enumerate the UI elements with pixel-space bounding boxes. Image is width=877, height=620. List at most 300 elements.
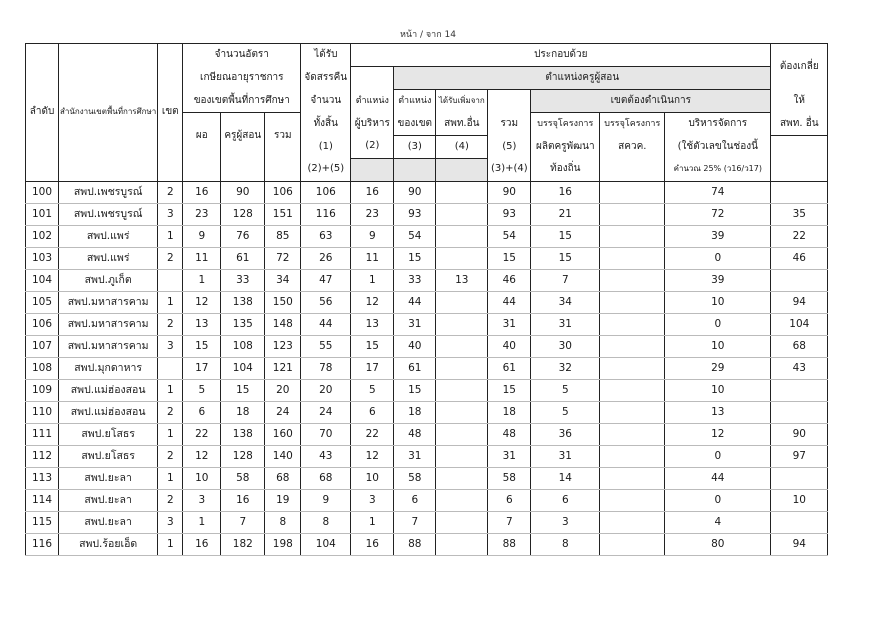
cell-proj-local: 5 — [531, 379, 600, 401]
cell-proj-scq — [600, 247, 665, 269]
cell-proj-local: 21 — [531, 203, 600, 225]
cell-zone-pos: 6 — [394, 489, 436, 511]
cell-sum5: 90 — [488, 181, 531, 203]
cell-allocated: 116 — [301, 203, 351, 225]
cell-admin: 6 — [351, 401, 394, 423]
cell-total: 34 — [265, 269, 301, 291]
header-zone-pos-2: ของเขต — [394, 113, 436, 136]
table-row — [26, 269, 828, 291]
header-tch-blank — [221, 158, 265, 181]
header-admin-pos-2: ผู้บริหาร — [351, 113, 394, 136]
cell-added — [436, 181, 488, 203]
table-row — [26, 445, 828, 467]
table-header — [26, 44, 828, 182]
cell-zone — [158, 269, 183, 291]
cell-office: สพป.ยะลา — [59, 489, 158, 511]
header-teacher: ครูผู้สอน — [221, 113, 265, 159]
cell-sum5: 15 — [488, 379, 531, 401]
cell-transfer — [771, 379, 828, 401]
cell-transfer: 46 — [771, 247, 828, 269]
cell-teacher: 135 — [221, 313, 265, 335]
cell-proj-scq — [600, 203, 665, 225]
cell-zone — [158, 357, 183, 379]
header-c2-shade — [351, 158, 394, 181]
cell-teacher: 18 — [221, 401, 265, 423]
cell-allocated: 47 — [301, 269, 351, 291]
page-number: หน้า / จาก 14 — [400, 30, 456, 40]
header-zone: เขต — [158, 44, 183, 182]
cell-transfer: 94 — [771, 291, 828, 313]
header-alloc-5: (1) — [301, 135, 351, 158]
cell-seq: 112 — [26, 445, 59, 467]
cell-seq: 105 — [26, 291, 59, 313]
cell-proj-local: 8 — [531, 533, 600, 555]
cell-admin: 12 — [351, 291, 394, 313]
header-proj1-3: ท้องถิ่น — [531, 158, 600, 181]
cell-admin: 3 — [351, 489, 394, 511]
cell-total: 24 — [265, 401, 301, 423]
cell-transfer: 35 — [771, 203, 828, 225]
cell-allocated: 56 — [301, 291, 351, 313]
cell-sum5: 15 — [488, 247, 531, 269]
cell-manage: 0 — [665, 445, 771, 467]
cell-office: สพป.ยโสธร — [59, 423, 158, 445]
cell-zone-pos: 15 — [394, 247, 436, 269]
cell-allocated: 106 — [301, 181, 351, 203]
cell-proj-scq — [600, 291, 665, 313]
cell-director: 16 — [183, 181, 221, 203]
cell-seq: 113 — [26, 467, 59, 489]
table-row — [26, 511, 828, 533]
cell-zone: 3 — [158, 511, 183, 533]
cell-proj-local: 16 — [531, 181, 600, 203]
cell-admin: 16 — [351, 533, 394, 555]
cell-zone: 2 — [158, 489, 183, 511]
cell-teacher: 138 — [221, 291, 265, 313]
cell-sum5: 54 — [488, 225, 531, 247]
cell-office: สพป.เพชรบูรณ์ — [59, 181, 158, 203]
cell-office: สพป.ยะลา — [59, 467, 158, 489]
cell-zone-pos: 40 — [394, 335, 436, 357]
header-director: ผอ — [183, 113, 221, 159]
cell-proj-scq — [600, 181, 665, 203]
cell-transfer: 43 — [771, 357, 828, 379]
cell-sum5: 48 — [488, 423, 531, 445]
header-proj2-1: บรรจุโครงการ — [600, 113, 665, 136]
header-transfer-blank — [771, 135, 828, 181]
cell-proj-local: 31 — [531, 313, 600, 335]
cell-teacher: 15 — [221, 379, 265, 401]
cell-manage: 10 — [665, 379, 771, 401]
cell-admin: 22 — [351, 423, 394, 445]
header-added-2: สพท.อื่น — [436, 113, 488, 136]
cell-transfer — [771, 467, 828, 489]
cell-proj-scq — [600, 269, 665, 291]
header-alloc-1: ได้รับ — [301, 44, 351, 67]
table-row — [26, 401, 828, 423]
cell-seq: 109 — [26, 379, 59, 401]
cell-allocated: 55 — [301, 335, 351, 357]
header-seq: ลำดับ — [26, 44, 59, 182]
cell-office: สพป.มหาสารคาม — [59, 313, 158, 335]
cell-office: สพป.มหาสารคาม — [59, 291, 158, 313]
cell-director: 1 — [183, 511, 221, 533]
cell-manage: 10 — [665, 291, 771, 313]
cell-zone: 1 — [158, 467, 183, 489]
cell-proj-local: 34 — [531, 291, 600, 313]
cell-director: 5 — [183, 379, 221, 401]
cell-seq: 106 — [26, 313, 59, 335]
cell-proj-scq — [600, 467, 665, 489]
cell-total: 160 — [265, 423, 301, 445]
cell-sum5: 18 — [488, 401, 531, 423]
cell-proj-scq — [600, 357, 665, 379]
cell-admin: 1 — [351, 511, 394, 533]
header-proj1-1: บรรจุโครงการ — [531, 113, 600, 136]
cell-teacher: 104 — [221, 357, 265, 379]
cell-seq: 107 — [26, 335, 59, 357]
cell-zone-pos: 90 — [394, 181, 436, 203]
header-must-do: เขตต้องดำเนินการ — [531, 90, 771, 113]
cell-allocated: 26 — [301, 247, 351, 269]
table-row — [26, 313, 828, 335]
header-transfer-2: ให้ — [771, 90, 828, 113]
cell-seq: 110 — [26, 401, 59, 423]
cell-teacher: 16 — [221, 489, 265, 511]
table-row — [26, 357, 828, 379]
cell-seq: 103 — [26, 247, 59, 269]
cell-proj-scq — [600, 225, 665, 247]
cell-allocated: 44 — [301, 313, 351, 335]
header-alloc-2: จัดสรรคืน — [301, 67, 351, 90]
cell-office: สพป.ยะลา — [59, 511, 158, 533]
cell-office: สพป.มหาสารคาม — [59, 335, 158, 357]
cell-transfer: 97 — [771, 445, 828, 467]
cell-proj-scq — [600, 313, 665, 335]
table-row — [26, 379, 828, 401]
header-sum5-3: (3)+(4) — [488, 158, 531, 181]
cell-admin: 13 — [351, 313, 394, 335]
cell-proj-scq — [600, 379, 665, 401]
cell-total: 121 — [265, 357, 301, 379]
cell-proj-local: 7 — [531, 269, 600, 291]
cell-zone: 1 — [158, 379, 183, 401]
cell-zone-pos: 18 — [394, 401, 436, 423]
cell-admin: 23 — [351, 203, 394, 225]
cell-director: 23 — [183, 203, 221, 225]
cell-sum5: 7 — [488, 511, 531, 533]
cell-proj-local: 14 — [531, 467, 600, 489]
cell-director: 3 — [183, 489, 221, 511]
table-row — [26, 225, 828, 247]
header-manage-3: คำนวณ 25% (ว16/ว17) — [665, 158, 771, 181]
header-proj1-2: ผลิตครูพัฒนา — [531, 135, 600, 158]
cell-zone: 1 — [158, 291, 183, 313]
cell-added — [436, 511, 488, 533]
cell-proj-local: 30 — [531, 335, 600, 357]
cell-zone-pos: 58 — [394, 467, 436, 489]
cell-added — [436, 247, 488, 269]
cell-office: สพป.เพชรบูรณ์ — [59, 203, 158, 225]
cell-zone-pos: 44 — [394, 291, 436, 313]
cell-zone-pos: 54 — [394, 225, 436, 247]
cell-proj-local: 6 — [531, 489, 600, 511]
cell-allocated: 8 — [301, 511, 351, 533]
cell-manage: 4 — [665, 511, 771, 533]
cell-zone-pos: 31 — [394, 313, 436, 335]
cell-zone: 3 — [158, 335, 183, 357]
cell-director: 10 — [183, 467, 221, 489]
cell-zone-pos: 33 — [394, 269, 436, 291]
cell-director: 6 — [183, 401, 221, 423]
cell-transfer: 68 — [771, 335, 828, 357]
cell-added — [436, 445, 488, 467]
cell-proj-scq — [600, 423, 665, 445]
cell-added — [436, 489, 488, 511]
cell-zone-pos: 48 — [394, 423, 436, 445]
cell-sum5: 58 — [488, 467, 531, 489]
cell-proj-scq — [600, 335, 665, 357]
header-added-1: ได้รับเพิ่มจาก — [436, 90, 488, 113]
header-rate-3: ของเขตพื้นที่การศึกษา — [183, 90, 301, 113]
header-teacher-pos: ตำแหน่งครูผู้สอน — [394, 67, 771, 90]
cell-zone-pos: 31 — [394, 445, 436, 467]
cell-zone-pos: 7 — [394, 511, 436, 533]
header-alloc-3: จำนวน — [301, 90, 351, 113]
header-rate-2: เกษียณอายุราชการ — [183, 67, 301, 90]
cell-added — [436, 379, 488, 401]
header-added-3: (4) — [436, 135, 488, 158]
cell-total: 198 — [265, 533, 301, 555]
cell-zone: 3 — [158, 203, 183, 225]
cell-seq: 108 — [26, 357, 59, 379]
cell-added — [436, 291, 488, 313]
cell-seq: 100 — [26, 181, 59, 203]
cell-sum5: 61 — [488, 357, 531, 379]
cell-transfer — [771, 401, 828, 423]
cell-added — [436, 203, 488, 225]
cell-proj-scq — [600, 401, 665, 423]
cell-transfer: 94 — [771, 533, 828, 555]
header-rate-1: จำนวนอัตรา — [183, 44, 301, 67]
cell-proj-local: 32 — [531, 357, 600, 379]
cell-teacher: 58 — [221, 467, 265, 489]
cell-zone: 1 — [158, 533, 183, 555]
cell-director: 9 — [183, 225, 221, 247]
header-dir-blank — [183, 158, 221, 181]
cell-director: 12 — [183, 291, 221, 313]
cell-admin: 5 — [351, 379, 394, 401]
header-tot-blank — [265, 158, 301, 181]
cell-zone: 1 — [158, 225, 183, 247]
table-row — [26, 181, 828, 203]
cell-office: สพป.ภูเก็ต — [59, 269, 158, 291]
cell-seq: 115 — [26, 511, 59, 533]
cell-teacher: 128 — [221, 445, 265, 467]
cell-transfer — [771, 269, 828, 291]
cell-sum5: 31 — [488, 313, 531, 335]
cell-office: สพป.แพร่ — [59, 225, 158, 247]
header-transfer-1: ต้องเกลี่ย — [771, 44, 828, 90]
cell-director: 17 — [183, 357, 221, 379]
cell-manage: 29 — [665, 357, 771, 379]
cell-added — [436, 335, 488, 357]
cell-zone-pos: 88 — [394, 533, 436, 555]
header-alloc-4: ทั้งสิ้น — [301, 113, 351, 136]
cell-office: สพป.แม่ฮ่องสอน — [59, 401, 158, 423]
cell-admin: 10 — [351, 467, 394, 489]
cell-allocated: 24 — [301, 401, 351, 423]
cell-sum5: 46 — [488, 269, 531, 291]
header-sum5-1: รวม — [488, 113, 531, 136]
retirement-allocation-table — [25, 43, 828, 556]
cell-manage: 74 — [665, 181, 771, 203]
cell-allocated: 43 — [301, 445, 351, 467]
cell-teacher: 128 — [221, 203, 265, 225]
cell-proj-local: 36 — [531, 423, 600, 445]
cell-transfer — [771, 511, 828, 533]
header-sum5-blank — [488, 90, 531, 113]
cell-director: 13 — [183, 313, 221, 335]
cell-manage: 0 — [665, 247, 771, 269]
cell-director: 22 — [183, 423, 221, 445]
cell-office: สพป.แพร่ — [59, 247, 158, 269]
table-row — [26, 533, 828, 555]
cell-proj-local: 3 — [531, 511, 600, 533]
cell-director: 12 — [183, 445, 221, 467]
header-proj2-blank — [600, 158, 665, 181]
header-manage-2: (ใช้ตัวเลขในช่องนี้ — [665, 135, 771, 158]
cell-added — [436, 401, 488, 423]
cell-transfer — [771, 181, 828, 203]
cell-total: 72 — [265, 247, 301, 269]
cell-proj-local: 5 — [531, 401, 600, 423]
cell-manage: 12 — [665, 423, 771, 445]
cell-added — [436, 313, 488, 335]
header-transfer-3: สพท. อื่น — [771, 113, 828, 136]
cell-manage: 10 — [665, 335, 771, 357]
cell-allocated: 20 — [301, 379, 351, 401]
cell-sum5: 6 — [488, 489, 531, 511]
cell-teacher: 7 — [221, 511, 265, 533]
cell-seq: 104 — [26, 269, 59, 291]
cell-admin: 12 — [351, 445, 394, 467]
cell-admin: 16 — [351, 181, 394, 203]
cell-teacher: 138 — [221, 423, 265, 445]
cell-sum5: 88 — [488, 533, 531, 555]
cell-teacher: 108 — [221, 335, 265, 357]
cell-proj-local: 15 — [531, 247, 600, 269]
cell-allocated: 78 — [301, 357, 351, 379]
cell-sum5: 93 — [488, 203, 531, 225]
cell-transfer: 104 — [771, 313, 828, 335]
cell-allocated: 68 — [301, 467, 351, 489]
cell-office: สพป.ร้อยเอ็ด — [59, 533, 158, 555]
cell-admin: 9 — [351, 225, 394, 247]
header-total: รวม — [265, 113, 301, 159]
cell-manage: 39 — [665, 225, 771, 247]
cell-proj-scq — [600, 533, 665, 555]
cell-transfer: 22 — [771, 225, 828, 247]
header-admin-pos-3: (2) — [351, 135, 394, 158]
cell-allocated: 63 — [301, 225, 351, 247]
cell-teacher: 76 — [221, 225, 265, 247]
cell-allocated: 70 — [301, 423, 351, 445]
header-zone-pos-1: ตำแหน่ง — [394, 90, 436, 113]
cell-manage: 72 — [665, 203, 771, 225]
cell-zone: 2 — [158, 401, 183, 423]
cell-manage: 0 — [665, 313, 771, 335]
table-row — [26, 247, 828, 269]
cell-sum5: 31 — [488, 445, 531, 467]
header-sum5-2: (5) — [488, 135, 531, 158]
cell-director: 16 — [183, 533, 221, 555]
cell-manage: 44 — [665, 467, 771, 489]
cell-seq: 116 — [26, 533, 59, 555]
table-row — [26, 489, 828, 511]
cell-transfer: 10 — [771, 489, 828, 511]
cell-added — [436, 423, 488, 445]
cell-sum5: 40 — [488, 335, 531, 357]
cell-admin: 11 — [351, 247, 394, 269]
cell-office: สพป.ยโสธร — [59, 445, 158, 467]
cell-added — [436, 533, 488, 555]
cell-proj-scq — [600, 511, 665, 533]
header-composed-of: ประกอบด้วย — [351, 44, 771, 67]
table-row — [26, 467, 828, 489]
cell-transfer: 90 — [771, 423, 828, 445]
cell-teacher: 61 — [221, 247, 265, 269]
cell-seq: 102 — [26, 225, 59, 247]
cell-total: 150 — [265, 291, 301, 313]
header-c3-shade — [394, 158, 436, 181]
cell-teacher: 182 — [221, 533, 265, 555]
cell-zone-pos: 15 — [394, 379, 436, 401]
cell-seq: 114 — [26, 489, 59, 511]
cell-proj-scq — [600, 445, 665, 467]
header-alloc-6: (2)+(5) — [301, 158, 351, 181]
cell-manage: 13 — [665, 401, 771, 423]
cell-sum5: 44 — [488, 291, 531, 313]
cell-total: 106 — [265, 181, 301, 203]
cell-total: 19 — [265, 489, 301, 511]
cell-teacher: 90 — [221, 181, 265, 203]
cell-proj-scq — [600, 489, 665, 511]
cell-manage: 39 — [665, 269, 771, 291]
cell-zone-pos: 93 — [394, 203, 436, 225]
cell-proj-local: 31 — [531, 445, 600, 467]
table-row — [26, 291, 828, 313]
cell-zone: 1 — [158, 423, 183, 445]
cell-director: 11 — [183, 247, 221, 269]
cell-seq: 101 — [26, 203, 59, 225]
cell-office: สพป.แม่ฮ่องสอน — [59, 379, 158, 401]
cell-manage: 0 — [665, 489, 771, 511]
cell-director: 1 — [183, 269, 221, 291]
cell-total: 8 — [265, 511, 301, 533]
cell-total: 123 — [265, 335, 301, 357]
cell-zone: 2 — [158, 445, 183, 467]
cell-zone: 2 — [158, 247, 183, 269]
cell-total: 20 — [265, 379, 301, 401]
cell-total: 68 — [265, 467, 301, 489]
cell-allocated: 9 — [301, 489, 351, 511]
cell-manage: 80 — [665, 533, 771, 555]
table-body — [26, 181, 828, 555]
table-row — [26, 335, 828, 357]
header-manage-1: บริหารจัดการ — [665, 113, 771, 136]
cell-total: 151 — [265, 203, 301, 225]
